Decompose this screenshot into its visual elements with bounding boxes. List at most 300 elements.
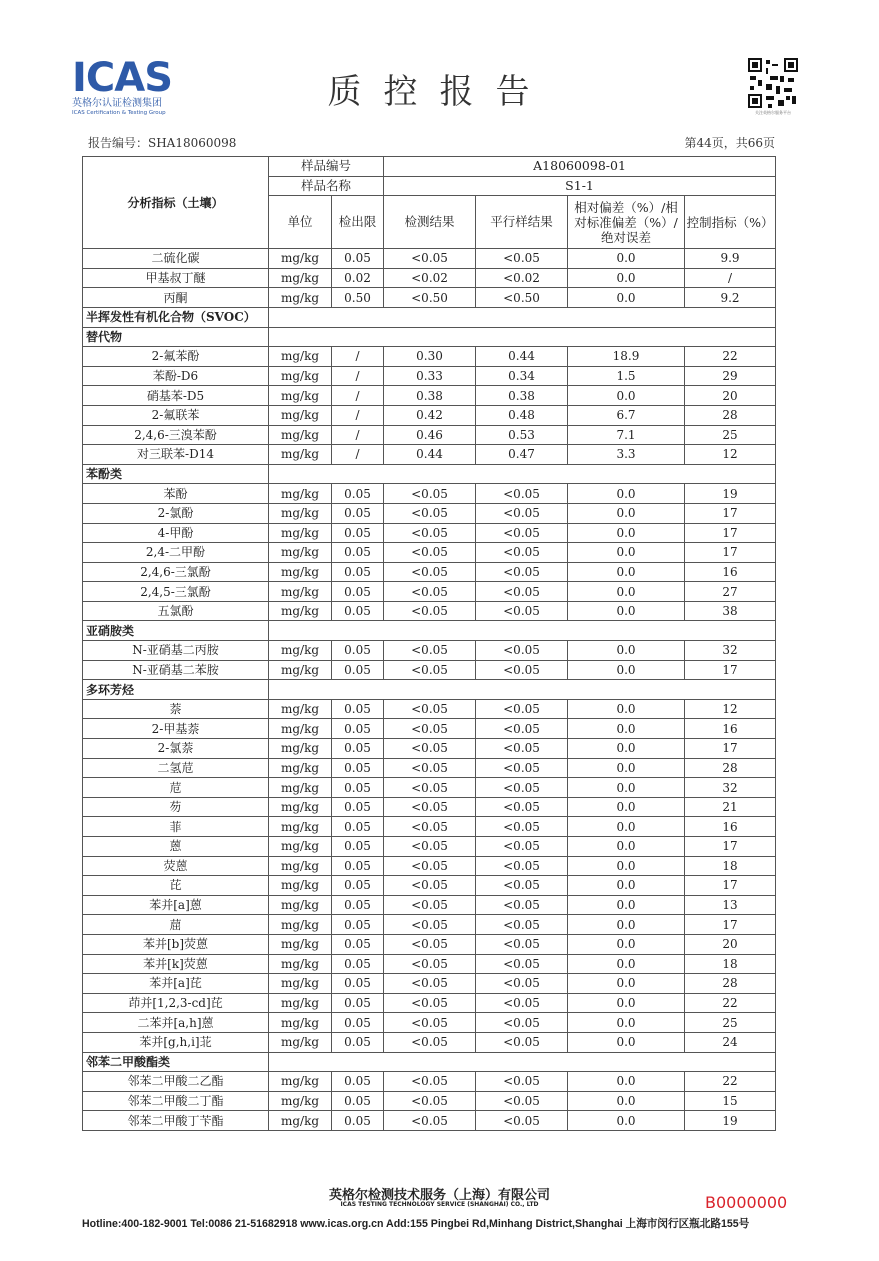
cell-deviation: 0.0 — [568, 523, 685, 543]
column-header-lod: 检出限 — [332, 196, 384, 249]
cell-result: <0.05 — [384, 582, 476, 602]
cell-unit: mg/kg — [269, 1072, 332, 1092]
cell-result: <0.05 — [384, 699, 476, 719]
cell-result: <0.05 — [384, 915, 476, 935]
cell-lod: 0.05 — [332, 1072, 384, 1092]
cell-control: 22 — [685, 347, 776, 367]
cell-deviation: 0.0 — [568, 797, 685, 817]
cell-unit: mg/kg — [269, 915, 332, 935]
cell-unit: mg/kg — [269, 758, 332, 778]
cell-unit: mg/kg — [269, 484, 332, 504]
cell-control: 17 — [685, 837, 776, 857]
cell-unit: mg/kg — [269, 582, 332, 602]
table-header-row — [83, 157, 776, 177]
cell-compound: 苯并[g,h,i]苝 — [83, 1032, 269, 1052]
table-row — [83, 386, 776, 406]
cell-compound: 对三联苯-D14 — [83, 445, 269, 465]
cell-parallel: <0.05 — [476, 1091, 568, 1111]
cell-unit: mg/kg — [269, 425, 332, 445]
logo-chinese-name: 英格尔认证检测集团 — [72, 98, 162, 109]
cell-control: 27 — [685, 582, 776, 602]
cell-result: <0.05 — [384, 1032, 476, 1052]
cell-parallel: <0.05 — [476, 739, 568, 759]
cell-deviation: 0.0 — [568, 543, 685, 563]
table-row — [83, 876, 776, 896]
section-row — [83, 327, 776, 347]
cell-control: / — [685, 268, 776, 288]
cell-compound: 2-甲基萘 — [83, 719, 269, 739]
cell-deviation: 0.0 — [568, 856, 685, 876]
cell-lod: 0.05 — [332, 1091, 384, 1111]
cell-compound: 2,4,6-三氯酚 — [83, 562, 269, 582]
cell-control: 18 — [685, 954, 776, 974]
cell-result: <0.05 — [384, 1091, 476, 1111]
cell-lod: / — [332, 366, 384, 386]
cell-result: <0.05 — [384, 817, 476, 837]
table-row — [83, 954, 776, 974]
cell-lod: 0.05 — [332, 562, 384, 582]
sample-name-value: S1-1 — [384, 176, 776, 196]
cell-lod: 0.05 — [332, 543, 384, 563]
cell-parallel: <0.05 — [476, 562, 568, 582]
cell-result: <0.05 — [384, 719, 476, 739]
cell-parallel: <0.05 — [476, 876, 568, 896]
section-row — [83, 307, 776, 327]
cell-result: <0.05 — [384, 1013, 476, 1033]
section-title: 多环芳烃 — [83, 680, 269, 700]
cell-control: 29 — [685, 366, 776, 386]
cell-compound: 2-氟苯酚 — [83, 347, 269, 367]
cell-parallel: 0.48 — [476, 405, 568, 425]
cell-parallel: <0.05 — [476, 1032, 568, 1052]
company-name-en: ICAS TESTING TECHNOLOGY SERVICE (SHANGHAI) CO., LTD — [340, 1201, 539, 1208]
cell-deviation: 0.0 — [568, 915, 685, 935]
cell-unit: mg/kg — [269, 347, 332, 367]
section-row — [83, 621, 776, 641]
cell-lod: 0.05 — [332, 915, 384, 935]
cell-deviation: 0.0 — [568, 1091, 685, 1111]
cell-lod: / — [332, 425, 384, 445]
cell-deviation: 0.0 — [568, 1111, 685, 1131]
cell-control: 38 — [685, 601, 776, 621]
cell-control: 32 — [685, 778, 776, 798]
column-header-deviation: 相对偏差（%）/相对标准偏差（%）/绝对误差 — [568, 196, 685, 249]
cell-unit: mg/kg — [269, 778, 332, 798]
cell-unit: mg/kg — [269, 934, 332, 954]
table-row — [83, 641, 776, 661]
cell-lod: 0.05 — [332, 954, 384, 974]
cell-unit: mg/kg — [269, 797, 332, 817]
cell-unit: mg/kg — [269, 268, 332, 288]
cell-deviation: 0.0 — [568, 934, 685, 954]
cell-control: 16 — [685, 719, 776, 739]
cell-compound: 二氢苊 — [83, 758, 269, 778]
table-row — [83, 347, 776, 367]
cell-control: 16 — [685, 562, 776, 582]
table-row — [83, 739, 776, 759]
section-row — [83, 464, 776, 484]
table-row — [83, 934, 776, 954]
cell-unit: mg/kg — [269, 837, 332, 857]
cell-deviation: 0.0 — [568, 1072, 685, 1092]
table-row — [83, 503, 776, 523]
cell-unit: mg/kg — [269, 366, 332, 386]
cell-deviation: 0.0 — [568, 601, 685, 621]
cell-deviation: 0.0 — [568, 954, 685, 974]
table-row — [83, 523, 776, 543]
cell-lod: 0.05 — [332, 934, 384, 954]
cell-control: 19 — [685, 484, 776, 504]
column-header-result: 检测结果 — [384, 196, 476, 249]
cell-deviation: 0.0 — [568, 817, 685, 837]
cell-deviation: 0.0 — [568, 660, 685, 680]
cell-result: <0.05 — [384, 993, 476, 1013]
cell-result: <0.05 — [384, 1111, 476, 1131]
table-row — [83, 445, 776, 465]
cell-compound: 蒽 — [83, 837, 269, 857]
cell-parallel: <0.02 — [476, 268, 568, 288]
cell-lod: 0.05 — [332, 1013, 384, 1033]
cell-control: 17 — [685, 876, 776, 896]
cell-compound: 4-甲酚 — [83, 523, 269, 543]
cell-parallel: <0.05 — [476, 954, 568, 974]
cell-lod: 0.05 — [332, 719, 384, 739]
cell-result: <0.05 — [384, 562, 476, 582]
section-title: 替代物 — [83, 327, 269, 347]
cell-compound: 邻苯二甲酸二丁酯 — [83, 1091, 269, 1111]
cell-deviation: 0.0 — [568, 268, 685, 288]
table-row — [83, 856, 776, 876]
column-header-unit: 单位 — [269, 196, 332, 249]
table-row — [83, 288, 776, 308]
cell-result: <0.05 — [384, 895, 476, 915]
section-blank — [269, 621, 776, 641]
cell-deviation: 0.0 — [568, 503, 685, 523]
cell-lod: 0.05 — [332, 503, 384, 523]
cell-control: 12 — [685, 445, 776, 465]
table-row — [83, 582, 776, 602]
cell-parallel: <0.05 — [476, 601, 568, 621]
cell-lod: 0.05 — [332, 758, 384, 778]
table-row — [83, 543, 776, 563]
cell-control: 22 — [685, 993, 776, 1013]
report-number: 报告编号：SHA18060098 — [88, 136, 237, 150]
cell-lod: 0.02 — [332, 268, 384, 288]
cell-control: 9.9 — [685, 249, 776, 269]
cell-lod: 0.05 — [332, 739, 384, 759]
cell-deviation: 0.0 — [568, 484, 685, 504]
cell-compound: 二苯并[a,h]蒽 — [83, 1013, 269, 1033]
section-blank — [269, 464, 776, 484]
table-row — [83, 405, 776, 425]
cell-lod: 0.05 — [332, 484, 384, 504]
logo-english-name: ICAS Certification & Testing Group — [72, 110, 166, 116]
cell-unit: mg/kg — [269, 445, 332, 465]
table-row — [83, 915, 776, 935]
table-row — [83, 1032, 776, 1052]
cell-result: 0.38 — [384, 386, 476, 406]
cell-deviation: 0.0 — [568, 876, 685, 896]
cell-parallel: <0.05 — [476, 993, 568, 1013]
table-row — [83, 699, 776, 719]
cell-unit: mg/kg — [269, 699, 332, 719]
cell-control: 20 — [685, 386, 776, 406]
cell-compound: 二硫化碳 — [83, 249, 269, 269]
cell-deviation: 0.0 — [568, 288, 685, 308]
cell-result: <0.05 — [384, 876, 476, 896]
cell-result: <0.05 — [384, 523, 476, 543]
cell-deviation: 0.0 — [568, 895, 685, 915]
cell-parallel: <0.05 — [476, 699, 568, 719]
cell-control: 17 — [685, 523, 776, 543]
cell-compound: 丙酮 — [83, 288, 269, 308]
cell-lod: 0.05 — [332, 699, 384, 719]
table-row — [83, 837, 776, 857]
cell-compound: 苯并[a]芘 — [83, 974, 269, 994]
table-row — [83, 758, 776, 778]
cell-result: <0.02 — [384, 268, 476, 288]
cell-unit: mg/kg — [269, 876, 332, 896]
cell-compound: N-亚硝基二苯胺 — [83, 660, 269, 680]
cell-lod: 0.05 — [332, 817, 384, 837]
section-title: 苯酚类 — [83, 464, 269, 484]
cell-compound: 2,4-二甲酚 — [83, 543, 269, 563]
cell-control: 17 — [685, 503, 776, 523]
section-title: 亚硝胺类 — [83, 621, 269, 641]
cell-compound: 邻苯二甲酸二乙酯 — [83, 1072, 269, 1092]
cell-parallel: <0.05 — [476, 523, 568, 543]
cell-result: 0.30 — [384, 347, 476, 367]
cell-parallel: <0.05 — [476, 974, 568, 994]
cell-deviation: 0.0 — [568, 993, 685, 1013]
sample-no-label: 样品编号 — [269, 157, 384, 177]
cell-deviation: 0.0 — [568, 719, 685, 739]
cell-unit: mg/kg — [269, 660, 332, 680]
cell-compound: N-亚硝基二丙胺 — [83, 641, 269, 661]
sample-no-value: A18060098-01 — [384, 157, 776, 177]
section-row — [83, 1052, 776, 1072]
cell-result: <0.05 — [384, 934, 476, 954]
cell-result: 0.44 — [384, 445, 476, 465]
cell-control: 25 — [685, 1013, 776, 1033]
cell-result: <0.05 — [384, 856, 476, 876]
table-row — [83, 268, 776, 288]
cell-lod: 0.05 — [332, 641, 384, 661]
cell-lod: 0.05 — [332, 660, 384, 680]
cell-unit: mg/kg — [269, 405, 332, 425]
table-row — [83, 425, 776, 445]
cell-control: 28 — [685, 974, 776, 994]
cell-result: <0.05 — [384, 484, 476, 504]
cell-control: 13 — [685, 895, 776, 915]
cell-control: 17 — [685, 543, 776, 563]
cell-control: 32 — [685, 641, 776, 661]
section-blank — [269, 680, 776, 700]
cell-control: 18 — [685, 856, 776, 876]
cell-unit: mg/kg — [269, 1032, 332, 1052]
cell-control: 17 — [685, 915, 776, 935]
table-row — [83, 895, 776, 915]
cell-unit: mg/kg — [269, 1013, 332, 1033]
cell-compound: 苯酚-D6 — [83, 366, 269, 386]
cell-lod: / — [332, 405, 384, 425]
cell-result: <0.05 — [384, 797, 476, 817]
cell-parallel: <0.05 — [476, 1072, 568, 1092]
table-row — [83, 974, 776, 994]
cell-parallel: <0.05 — [476, 758, 568, 778]
cell-compound: 苯酚 — [83, 484, 269, 504]
cell-unit: mg/kg — [269, 523, 332, 543]
cell-unit: mg/kg — [269, 641, 332, 661]
cell-control: 28 — [685, 405, 776, 425]
cell-result: 0.46 — [384, 425, 476, 445]
cell-deviation: 0.0 — [568, 641, 685, 661]
cell-deviation: 3.3 — [568, 445, 685, 465]
table-row — [83, 993, 776, 1013]
cell-parallel: <0.05 — [476, 817, 568, 837]
cell-compound: 芘 — [83, 876, 269, 896]
cell-compound: 荧蒽 — [83, 856, 269, 876]
cell-unit: mg/kg — [269, 895, 332, 915]
cell-compound: 2,4,6-三溴苯酚 — [83, 425, 269, 445]
table-row — [83, 719, 776, 739]
table-row — [83, 817, 776, 837]
cell-parallel: <0.05 — [476, 249, 568, 269]
cell-control: 9.2 — [685, 288, 776, 308]
cell-lod: 0.05 — [332, 249, 384, 269]
cell-result: <0.05 — [384, 778, 476, 798]
cell-control: 24 — [685, 1032, 776, 1052]
cell-deviation: 0.0 — [568, 562, 685, 582]
cell-compound: 苯并[b]荧蒽 — [83, 934, 269, 954]
cell-deviation: 6.7 — [568, 405, 685, 425]
cell-parallel: 0.34 — [476, 366, 568, 386]
cell-parallel: <0.05 — [476, 719, 568, 739]
cell-result: <0.05 — [384, 739, 476, 759]
cell-unit: mg/kg — [269, 1111, 332, 1131]
page-title: 质控报告 — [327, 72, 552, 112]
cell-compound: 苊 — [83, 778, 269, 798]
cell-lod: 0.05 — [332, 601, 384, 621]
cell-compound: 2-氟联苯 — [83, 405, 269, 425]
cell-deviation: 0.0 — [568, 699, 685, 719]
cell-parallel: <0.05 — [476, 582, 568, 602]
company-name-cn: 英格尔检测技术服务（上海）有限公司 — [328, 1188, 550, 1203]
cell-deviation: 0.0 — [568, 974, 685, 994]
cell-parallel: <0.05 — [476, 641, 568, 661]
cell-result: <0.05 — [384, 249, 476, 269]
cell-unit: mg/kg — [269, 817, 332, 837]
cell-result: <0.50 — [384, 288, 476, 308]
cell-parallel: <0.05 — [476, 837, 568, 857]
cell-result: <0.05 — [384, 837, 476, 857]
cell-control: 16 — [685, 817, 776, 837]
cell-result: <0.05 — [384, 503, 476, 523]
cell-compound: 邻苯二甲酸丁苄酯 — [83, 1111, 269, 1131]
cell-unit: mg/kg — [269, 954, 332, 974]
cell-deviation: 0.0 — [568, 249, 685, 269]
sample-name-label: 样品名称 — [269, 176, 384, 196]
cell-result: <0.05 — [384, 543, 476, 563]
cell-unit: mg/kg — [269, 856, 332, 876]
table-row — [83, 562, 776, 582]
section-blank — [269, 327, 776, 347]
table-row — [83, 249, 776, 269]
cell-compound: 菲 — [83, 817, 269, 837]
cell-unit: mg/kg — [269, 739, 332, 759]
table-row — [83, 484, 776, 504]
cell-result: <0.05 — [384, 954, 476, 974]
cell-parallel: <0.05 — [476, 660, 568, 680]
cell-parallel: <0.05 — [476, 856, 568, 876]
cell-result: <0.05 — [384, 758, 476, 778]
cell-deviation: 7.1 — [568, 425, 685, 445]
cell-unit: mg/kg — [269, 974, 332, 994]
cell-unit: mg/kg — [269, 503, 332, 523]
column-header-parallel: 平行样结果 — [476, 196, 568, 249]
contact-line: Hotline:400-182-9001 Tel:0086 21-51682918 www.icas.org.cn Add:155 Pingbei Rd,Minhang District,Shanghai 上海市闵行区瓶北路155号 — [82, 1218, 750, 1230]
cell-lod: 0.05 — [332, 582, 384, 602]
cell-compound: 2-氯酚 — [83, 503, 269, 523]
document-serial: B0000000 — [705, 1193, 788, 1212]
cell-lod: / — [332, 445, 384, 465]
table-row — [83, 366, 776, 386]
cell-lod: 0.05 — [332, 895, 384, 915]
cell-deviation: 0.0 — [568, 1013, 685, 1033]
section-title: 半挥发性有机化合物（SVOC） — [83, 307, 269, 327]
cell-control: 21 — [685, 797, 776, 817]
cell-control: 15 — [685, 1091, 776, 1111]
cell-lod: 0.05 — [332, 837, 384, 857]
cell-deviation: 0.0 — [568, 837, 685, 857]
cell-result: <0.05 — [384, 601, 476, 621]
logo-wordmark: ICAS — [72, 55, 173, 101]
cell-control: 22 — [685, 1072, 776, 1092]
cell-compound: 2,4,5-三氯酚 — [83, 582, 269, 602]
cell-unit: mg/kg — [269, 386, 332, 406]
cell-parallel: <0.05 — [476, 797, 568, 817]
cell-parallel: <0.05 — [476, 778, 568, 798]
cell-result: <0.05 — [384, 660, 476, 680]
cell-compound: 䓛 — [83, 915, 269, 935]
cell-parallel: <0.05 — [476, 503, 568, 523]
cell-lod: 0.05 — [332, 778, 384, 798]
cell-lod: / — [332, 347, 384, 367]
column-header-control: 控制指标（%） — [685, 196, 776, 249]
cell-deviation: 0.0 — [568, 386, 685, 406]
cell-control: 25 — [685, 425, 776, 445]
cell-compound: 芴 — [83, 797, 269, 817]
cell-parallel: <0.05 — [476, 934, 568, 954]
cell-control: 28 — [685, 758, 776, 778]
cell-compound: 2-氯萘 — [83, 739, 269, 759]
cell-parallel: <0.50 — [476, 288, 568, 308]
cell-unit: mg/kg — [269, 1091, 332, 1111]
cell-deviation: 0.0 — [568, 778, 685, 798]
table-row — [83, 660, 776, 680]
cell-result: 0.33 — [384, 366, 476, 386]
cell-control: 20 — [685, 934, 776, 954]
cell-unit: mg/kg — [269, 562, 332, 582]
cell-parallel: 0.53 — [476, 425, 568, 445]
cell-compound: 苯并[a]蒽 — [83, 895, 269, 915]
section-blank — [269, 307, 776, 327]
cell-compound: 茚并[1,2,3-cd]芘 — [83, 993, 269, 1013]
cell-parallel: 0.47 — [476, 445, 568, 465]
cell-parallel: <0.05 — [476, 915, 568, 935]
cell-lod: 0.05 — [332, 856, 384, 876]
cell-compound: 萘 — [83, 699, 269, 719]
